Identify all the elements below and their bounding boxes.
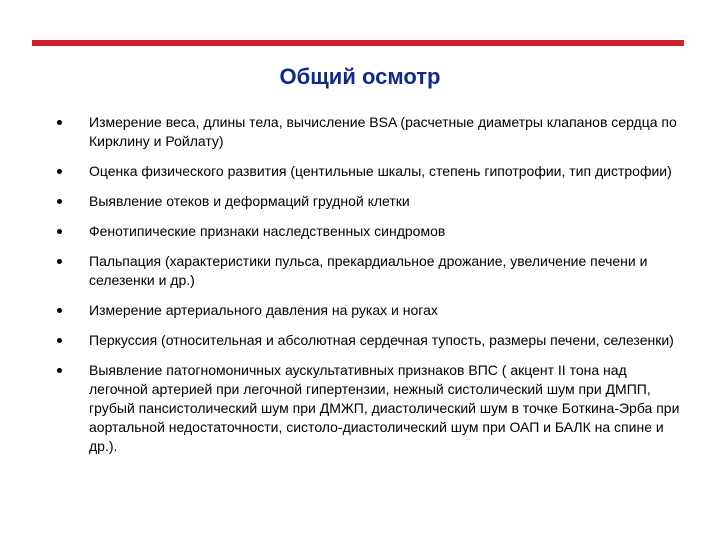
list-item-text: Измерение артериального давления на руках и ногах (89, 302, 438, 318)
list-item-text: Перкуссия (относительная и абсолютная сердечная тупость, размеры печени, селезенки) (89, 332, 674, 348)
list-item (55, 192, 685, 211)
list-item-text: Выявление отеков и деформаций грудной клетки (89, 193, 410, 209)
bullet-icon (57, 169, 62, 174)
list-item-text: Измерение веса, длины тела, вычисление BSA (расчетные диаметры клапанов сердца по Кирклину и Ройлату) (89, 114, 677, 149)
top-accent-rule (32, 40, 684, 46)
list-item (55, 113, 685, 151)
list-item-text: Фенотипические признаки наследственных синдромов (89, 223, 446, 239)
list-item (55, 361, 685, 456)
bullet-icon (57, 368, 62, 373)
list-item (55, 301, 685, 320)
list-item-text: Оценка физического развития (центильные шкалы, степень гипотрофии, тип дистрофии) (89, 163, 672, 179)
list-item (55, 162, 685, 181)
bullet-icon (57, 229, 62, 234)
list-item-text: Выявление патогномоничных аускультативных признаков ВПС ( акцент II тона над легочной артерией при легочной гипертензии, нежный систолический шум при ДМПП, грубый пансистолический шум при ДМЖП, диастолический шум в точке Боткина-Эрба при аортальной недостаточности, систоло-диастолический шум при ОАП и БАЛК на спине и др.). (89, 362, 680, 454)
bullet-icon (57, 308, 62, 313)
list-item (55, 222, 685, 241)
bullet-icon (57, 259, 62, 264)
slide-title: Общий осмотр (279, 64, 441, 89)
bullet-list (55, 113, 685, 467)
list-item (55, 252, 685, 290)
bullet-icon (57, 199, 62, 204)
list-item-text: Пальпация (характеристики пульса, прекардиальное дрожание, увеличение печени и селезенки и др.) (89, 253, 648, 288)
bullet-icon (57, 338, 62, 343)
list-item (55, 331, 685, 350)
bullet-icon (57, 120, 62, 125)
